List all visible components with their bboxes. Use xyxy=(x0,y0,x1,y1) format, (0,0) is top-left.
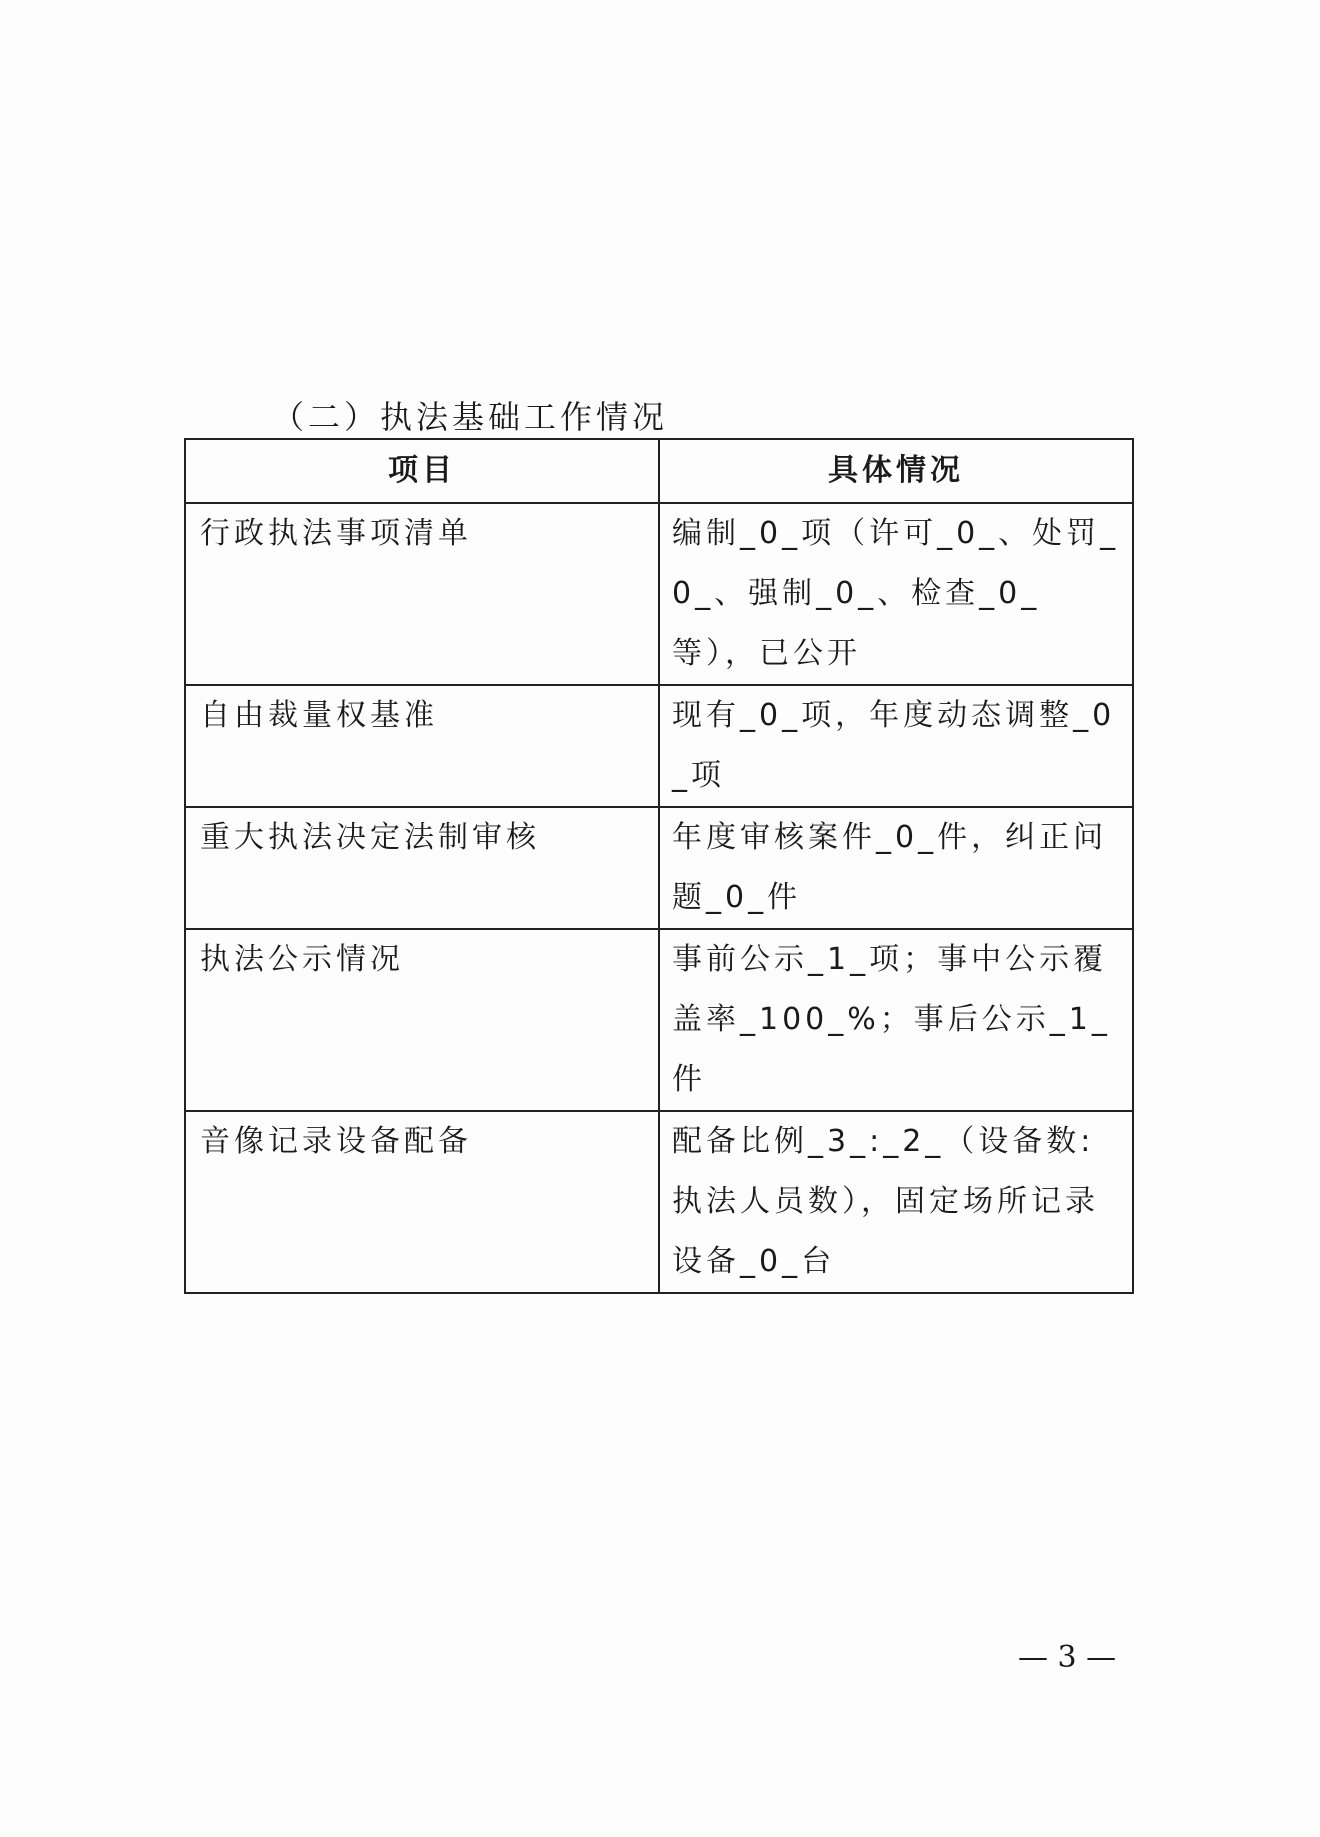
table-header-row xyxy=(185,439,1133,503)
table-row xyxy=(185,685,1133,807)
item-cell: 自由裁量权基准 xyxy=(185,685,659,807)
item-cell: 音像记录设备配备 xyxy=(185,1111,659,1293)
detail-cell: 年度审核案件_0_件，纠正问题_0_件 xyxy=(659,807,1133,929)
header-detail: 具体情况 xyxy=(659,439,1133,503)
table-row xyxy=(185,503,1133,685)
item-cell: 行政执法事项清单 xyxy=(185,503,659,685)
enforcement-basis-table xyxy=(184,438,1134,1294)
detail-cell: 事前公示_1_项；事中公示覆盖率_100_%；事后公示_1_件 xyxy=(659,929,1133,1111)
item-cell: 重大执法决定法制审核 xyxy=(185,807,659,929)
item-cell: 执法公示情况 xyxy=(185,929,659,1111)
table-row xyxy=(185,807,1133,929)
section-heading: （二）执法基础工作情况 xyxy=(272,398,669,436)
detail-cell: 编制_0_项（许可_0_、处罚_0_、强制_0_、检查_0_等），已公开 xyxy=(659,503,1133,685)
table-row xyxy=(185,929,1133,1111)
page-number: — 3 — xyxy=(1018,1640,1117,1675)
detail-cell: 配备比例_3_:_2_（设备数:执法人员数），固定场所记录设备_0_台 xyxy=(659,1111,1133,1293)
detail-cell: 现有_0_项，年度动态调整_0_项 xyxy=(659,685,1133,807)
header-item: 项目 xyxy=(185,439,659,503)
table-row xyxy=(185,1111,1133,1293)
